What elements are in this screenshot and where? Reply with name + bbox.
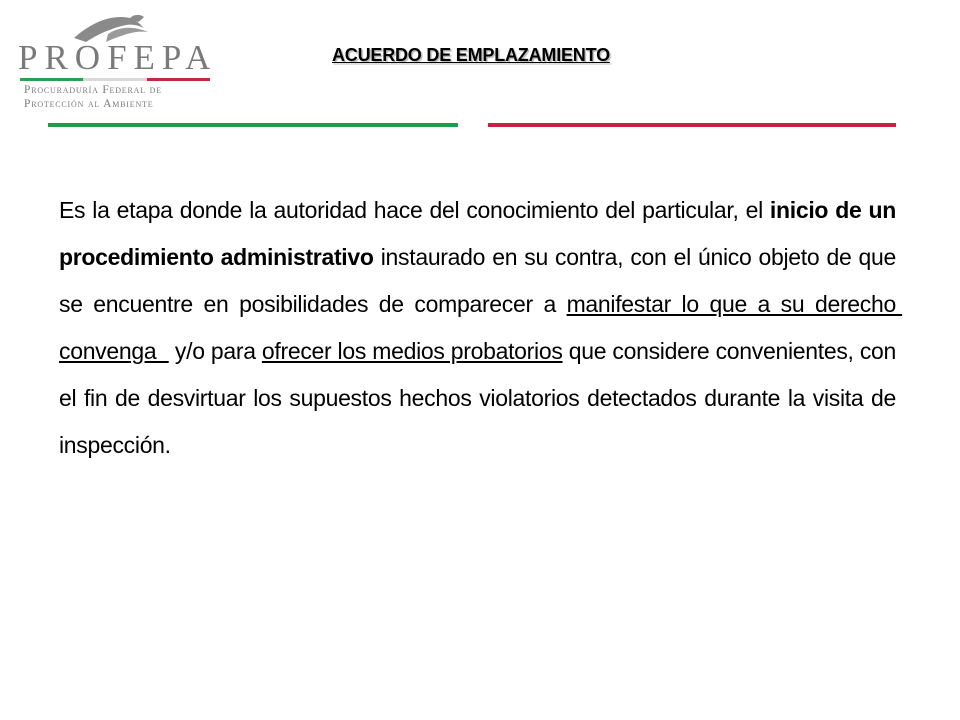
logo-stripes (20, 78, 210, 81)
page-title: ACUERDO DE EMPLAZAMIENTO (332, 45, 610, 65)
divider-green (48, 123, 458, 127)
paragraph-underline-1: manifestar lo que a su derecho convenga (59, 291, 903, 364)
paragraph-underline-2: ofrecer los medios probatorios (261, 338, 563, 364)
divider-red (488, 123, 896, 127)
logo-subtitle-line2: Protección al Ambiente (24, 98, 154, 110)
paragraph-text-4: que considere convenientes, con el fin de desvirtuar los supuestos hechos violatorios detectados durante la visita de inspección. (59, 338, 896, 458)
profepa-logo (12, 8, 218, 112)
paragraph-text-3: y/o para (168, 338, 262, 364)
logo-wordmark: PROFEPA (18, 38, 218, 77)
logo-stripe-green (20, 78, 83, 81)
logo-stripe-red (147, 78, 210, 81)
logo-stripe-white (83, 78, 146, 81)
body-paragraph (59, 187, 903, 469)
paragraph-text-2: instaurado en su contra, con el único objeto de que se encuentre en posibilidades de comparecer a (59, 244, 896, 317)
paragraph-text-1: Es la etapa donde la autoridad hace del conocimiento del particular, el (59, 197, 770, 223)
paragraph-bold-1: inicio de un procedimiento administrativo (59, 197, 896, 270)
logo-subtitle-line1: Procuraduría Federal de (24, 84, 162, 96)
